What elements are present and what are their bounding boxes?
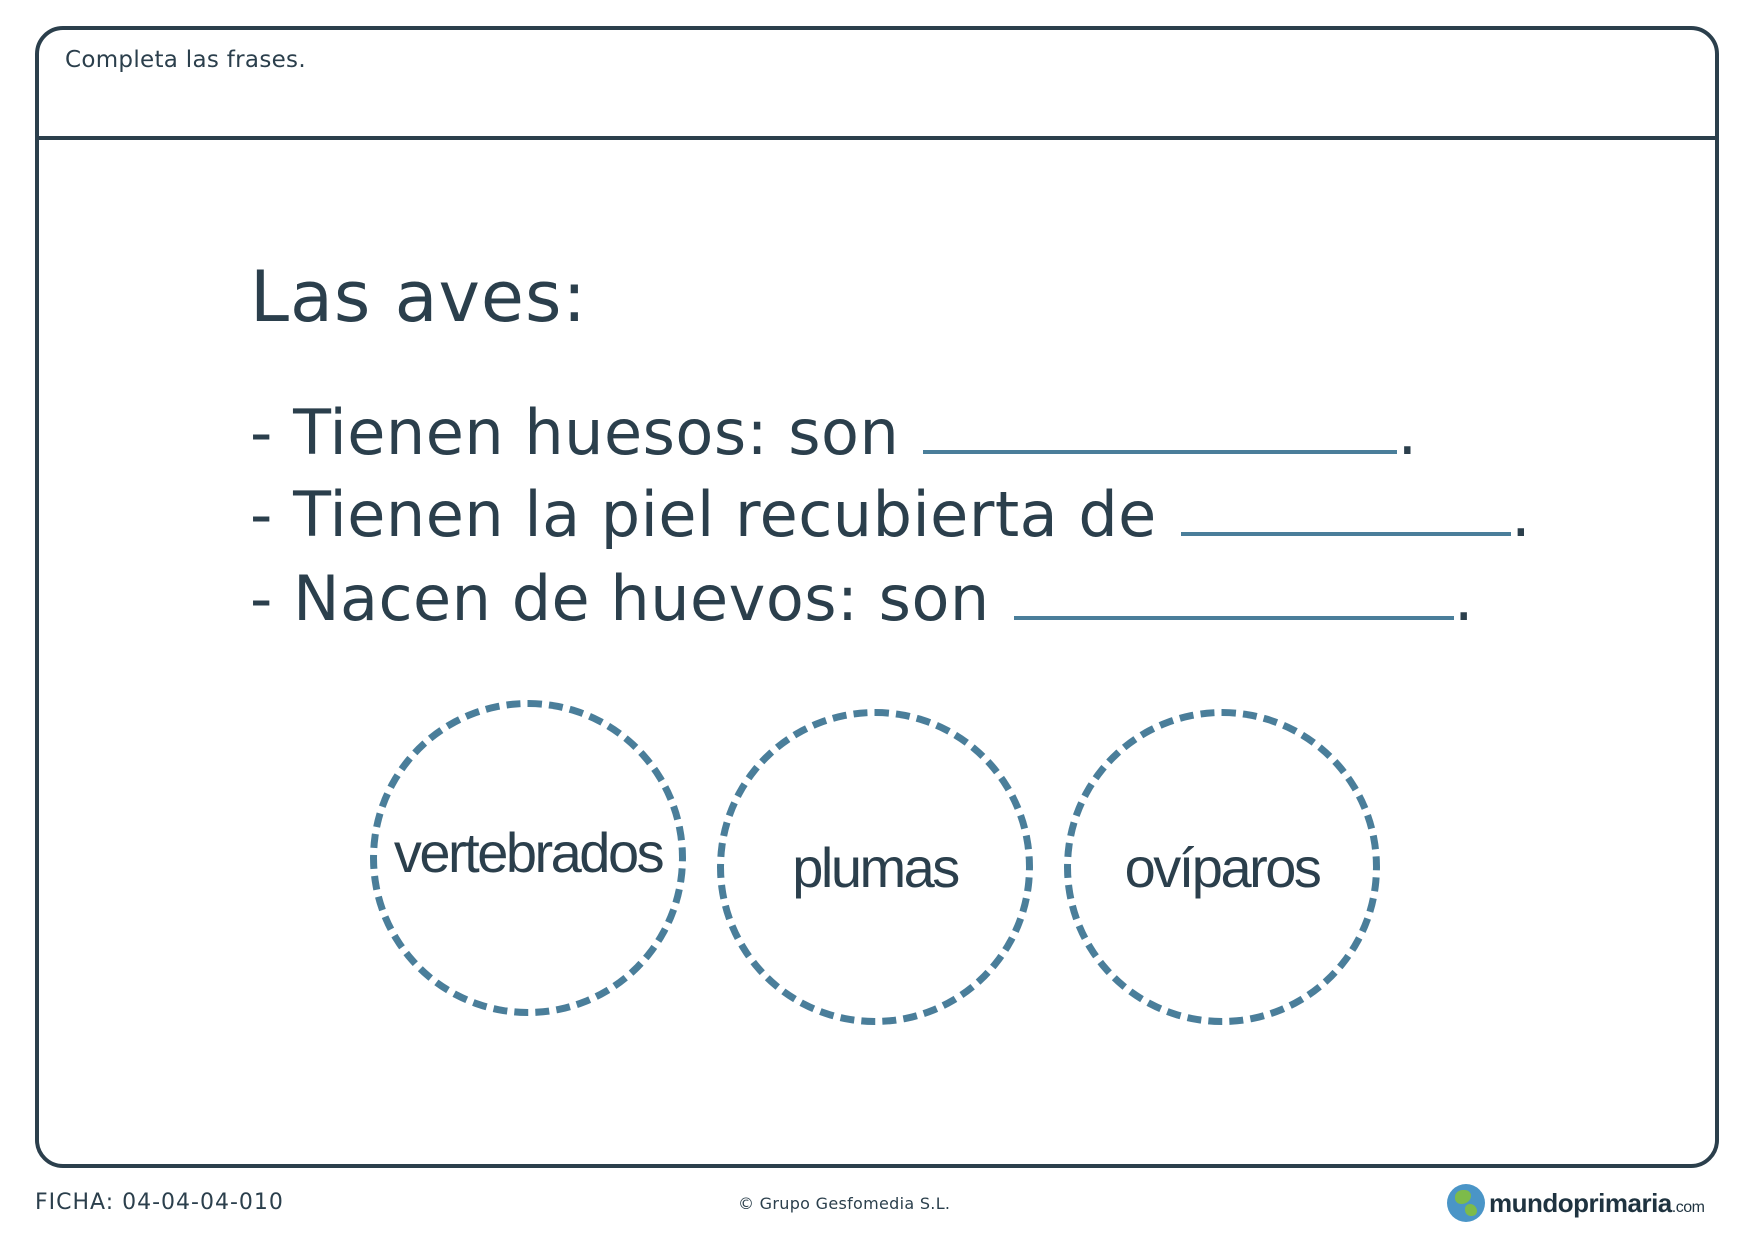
sentence-3-text: - Nacen de huevos: son	[250, 562, 990, 635]
globe-icon	[1447, 1184, 1485, 1222]
sentence-1-text: - Tienen huesos: son	[250, 396, 900, 469]
word-label: vertebrados	[393, 820, 663, 884]
ficha-code: FICHA: 04-04-04-010	[35, 1190, 284, 1215]
sentence-3-end: .	[1453, 562, 1475, 635]
sentence-2	[250, 478, 1532, 551]
word-circle-oviparos[interactable]	[1064, 709, 1380, 1025]
sentence-3	[250, 562, 1475, 635]
answer-blank-2[interactable]	[1181, 484, 1511, 536]
sentence-1	[250, 396, 1418, 469]
logo-suffix: .com	[1671, 1198, 1705, 1216]
logo-text	[1489, 1188, 1704, 1219]
copyright-text: © Grupo Gesfomedia S.L.	[738, 1194, 951, 1213]
instruction-text: Completa las frases.	[65, 47, 306, 73]
sentence-1-end: .	[1397, 396, 1418, 469]
answer-blank-1[interactable]	[923, 402, 1397, 454]
word-label: plumas	[792, 835, 958, 899]
sentence-2-text: - Tienen la piel recubierta de	[250, 478, 1157, 551]
worksheet-header	[39, 30, 1715, 140]
word-circle-vertebrados[interactable]	[370, 700, 686, 1016]
answer-blank-3[interactable]	[1014, 568, 1454, 620]
logo-main: mundoprimaria	[1489, 1187, 1672, 1218]
sentence-2-end: .	[1511, 478, 1532, 551]
exercise-title: Las aves:	[250, 256, 588, 338]
mundoprimaria-logo[interactable]	[1447, 1184, 1704, 1222]
word-circle-plumas[interactable]	[717, 709, 1033, 1025]
word-label: ovíparos	[1124, 835, 1320, 899]
